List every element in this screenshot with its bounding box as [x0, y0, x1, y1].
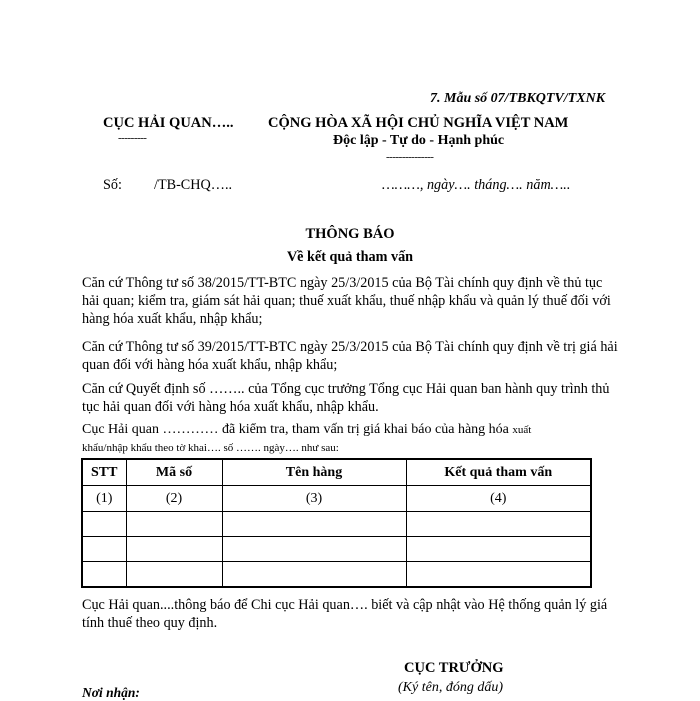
conclusion-text: Cục Hải quan....thông báo để Chi cục Hải quan…. biết và cập nhật vào Hệ thống quản lý giá tính thuế theo quy định. [82, 597, 608, 631]
legal-basis-3 [82, 380, 620, 416]
signature-note: (Ký tên, đóng dấu) [398, 680, 503, 695]
table-cell [406, 562, 591, 588]
place-date: ………, ngày…. tháng…. năm….. [382, 177, 571, 193]
table-cell [82, 512, 126, 537]
intro-line-2: khẩu/nhập khẩu theo tờ khai…. số ……. ngày…. như sau: [82, 442, 339, 454]
header-ten-hang: Tên hàng [222, 459, 406, 486]
conclusion [82, 596, 620, 632]
intro-text-1: Cục Hải quan ………… đã kiểm tra, tham vấn trị giá khai báo của hàng hóa [82, 422, 509, 437]
table-row [82, 512, 591, 537]
motto-underline: --------------- [386, 151, 434, 163]
legal-basis-2 [82, 338, 620, 374]
legal-basis-1 [82, 274, 620, 328]
table-cell [406, 512, 591, 537]
header-ma-so: Mã số [126, 459, 222, 486]
table-cell [82, 537, 126, 562]
index-cell-1: (1) [82, 486, 126, 512]
legal-basis-3-text: Căn cứ Quyết định số …….. của Tổng cục trưởng Tổng cục Hải quan ban hành quy trình thủ tục hải quan đối với hàng hóa xuất khẩu, nhập khẩu. [82, 381, 610, 415]
table-index-row [82, 486, 591, 512]
legal-basis-2-text: Căn cứ Thông tư số 39/2015/TT-BTC ngày 25/3/2015 của Bộ Tài chính quy định về trị giá hải quan đối với hàng hóa xuất khẩu, nhập khẩu; [82, 339, 618, 373]
document-title: THÔNG BÁO [305, 226, 395, 242]
form-code: 7. Mẫu số 07/TBKQTV/TXNK [430, 91, 606, 106]
table-cell [82, 562, 126, 588]
signature-title: CỤC TRƯỞNG [404, 660, 504, 676]
document-subtitle: Về kết quả tham vấn [286, 249, 414, 265]
table-cell [222, 562, 406, 588]
table-cell [406, 537, 591, 562]
consultation-table [81, 458, 592, 588]
doc-number-label: Số: [103, 177, 122, 193]
table-row [82, 562, 591, 588]
intro-text-2: xuất [512, 424, 532, 436]
index-cell-4: (4) [406, 486, 591, 512]
agency-name: CỤC HẢI QUAN….. [103, 115, 234, 131]
republic-name: CỘNG HÒA XÃ HỘI CHỦ NGHĨA VIỆT NAM [268, 115, 569, 131]
header-ket-qua: Kết quả tham vấn [406, 459, 591, 486]
table-row [82, 537, 591, 562]
table-cell [222, 512, 406, 537]
table-cell [126, 512, 222, 537]
intro-line-1 [82, 422, 531, 438]
legal-basis-1-text: Căn cứ Thông tư số 38/2015/TT-BTC ngày 25/3/2015 của Bộ Tài chính quy định về thủ tục hải quan; kiểm tra, giám sát hải quan; thuế xuất khẩu, thuế nhập khẩu và quản lý thuế đối với hàng hóa xuất khẩu, nhập khẩu; [82, 275, 611, 327]
agency-underline: --------- [118, 132, 147, 144]
table-cell [126, 537, 222, 562]
header-stt: STT [82, 459, 126, 486]
national-motto: Độc lập - Tự do - Hạnh phúc [333, 133, 505, 148]
table-cell [126, 562, 222, 588]
doc-number-value: /TB-CHQ….. [154, 177, 233, 193]
table-cell [222, 537, 406, 562]
index-cell-3: (3) [222, 486, 406, 512]
table-header-row [82, 459, 591, 486]
recipients-label: Nơi nhận: [82, 685, 140, 700]
index-cell-2: (2) [126, 486, 222, 512]
